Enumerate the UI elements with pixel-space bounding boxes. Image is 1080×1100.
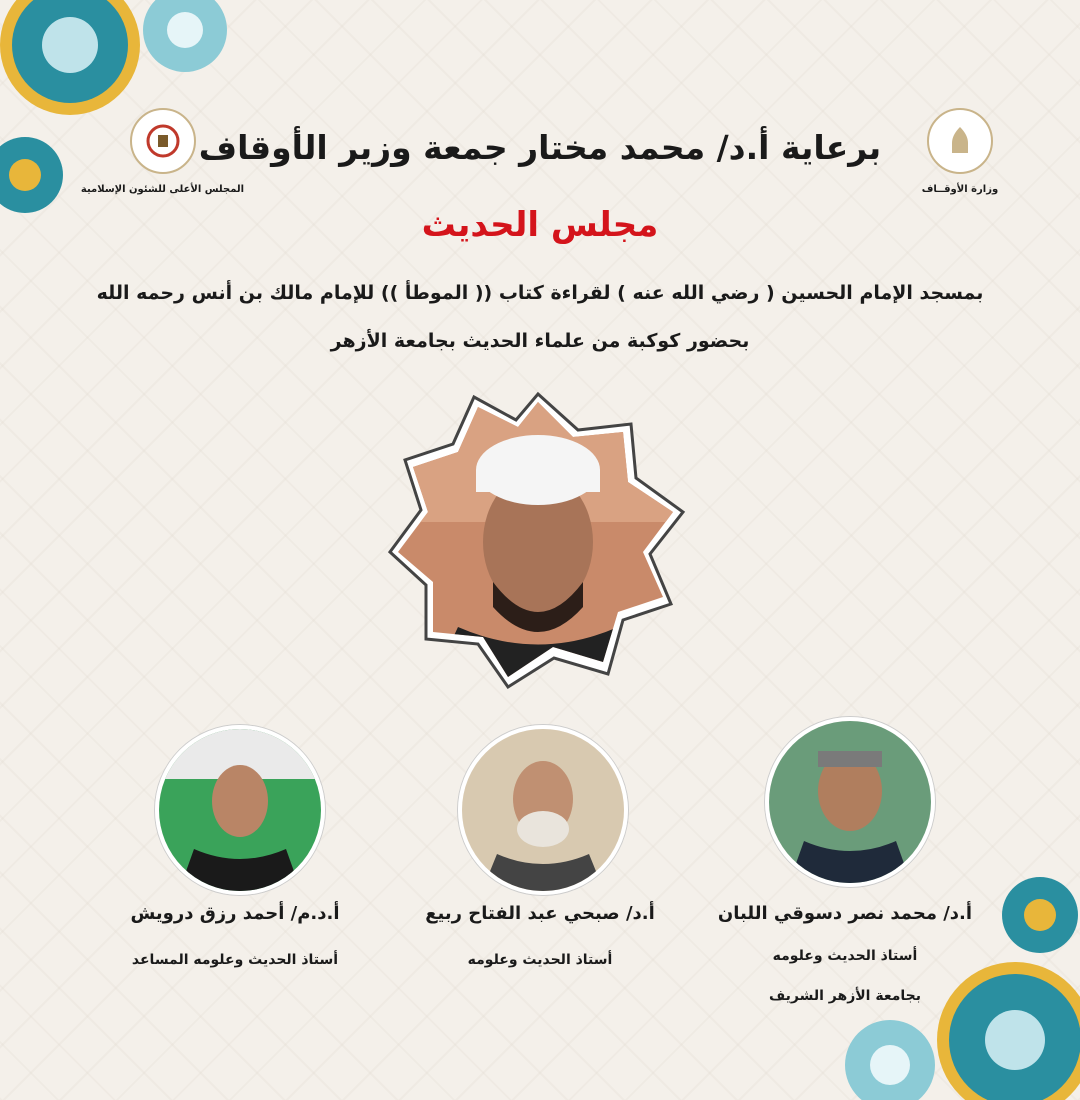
scholar-role-1-affiliation: بجامعة الأزهر الشريف <box>768 988 922 1004</box>
scholar-portrait-3 <box>155 725 325 895</box>
scholar-name-2: أ.د/ صبحي عبد الفتاح ربيع <box>425 903 655 924</box>
scholar-name-1: أ.د/ محمد نصر دسوقي اللبان <box>717 903 973 924</box>
scholar-name-3: أ.د.م/ أحمد رزق درويش <box>130 903 340 924</box>
scholar-role-2: أستاذ الحديث وعلومه <box>467 952 613 968</box>
scholar-role-1: أستاذ الحديث وعلومه <box>772 948 918 964</box>
supreme-council-caption: المجلس الأعلى للشئون الإسلامية <box>80 184 245 195</box>
event-description: بمسجد الإمام الحسين ( رضي الله عنه ) لقراءة كتاب (( الموطأ )) للإمام مالك بن أنس رحمه الله <box>96 282 984 304</box>
page-title: مجلس الحديث <box>421 205 659 245</box>
scholar-role-3: أستاذ الحديث وعلومه المساعد <box>131 952 339 968</box>
main-portrait-frame <box>388 392 688 692</box>
scholar-portrait-2 <box>458 725 628 895</box>
sponsor-line: برعاية أ.د/ محمد مختار جمعة وزير الأوقاف <box>198 128 882 167</box>
attendance-line: بحضور كوكبة من علماء الحديث بجامعة الأزهر <box>330 330 750 352</box>
awqaf-logo-caption: وزارة الأوقــاف <box>921 184 999 195</box>
scholar-portrait-1 <box>765 717 935 887</box>
